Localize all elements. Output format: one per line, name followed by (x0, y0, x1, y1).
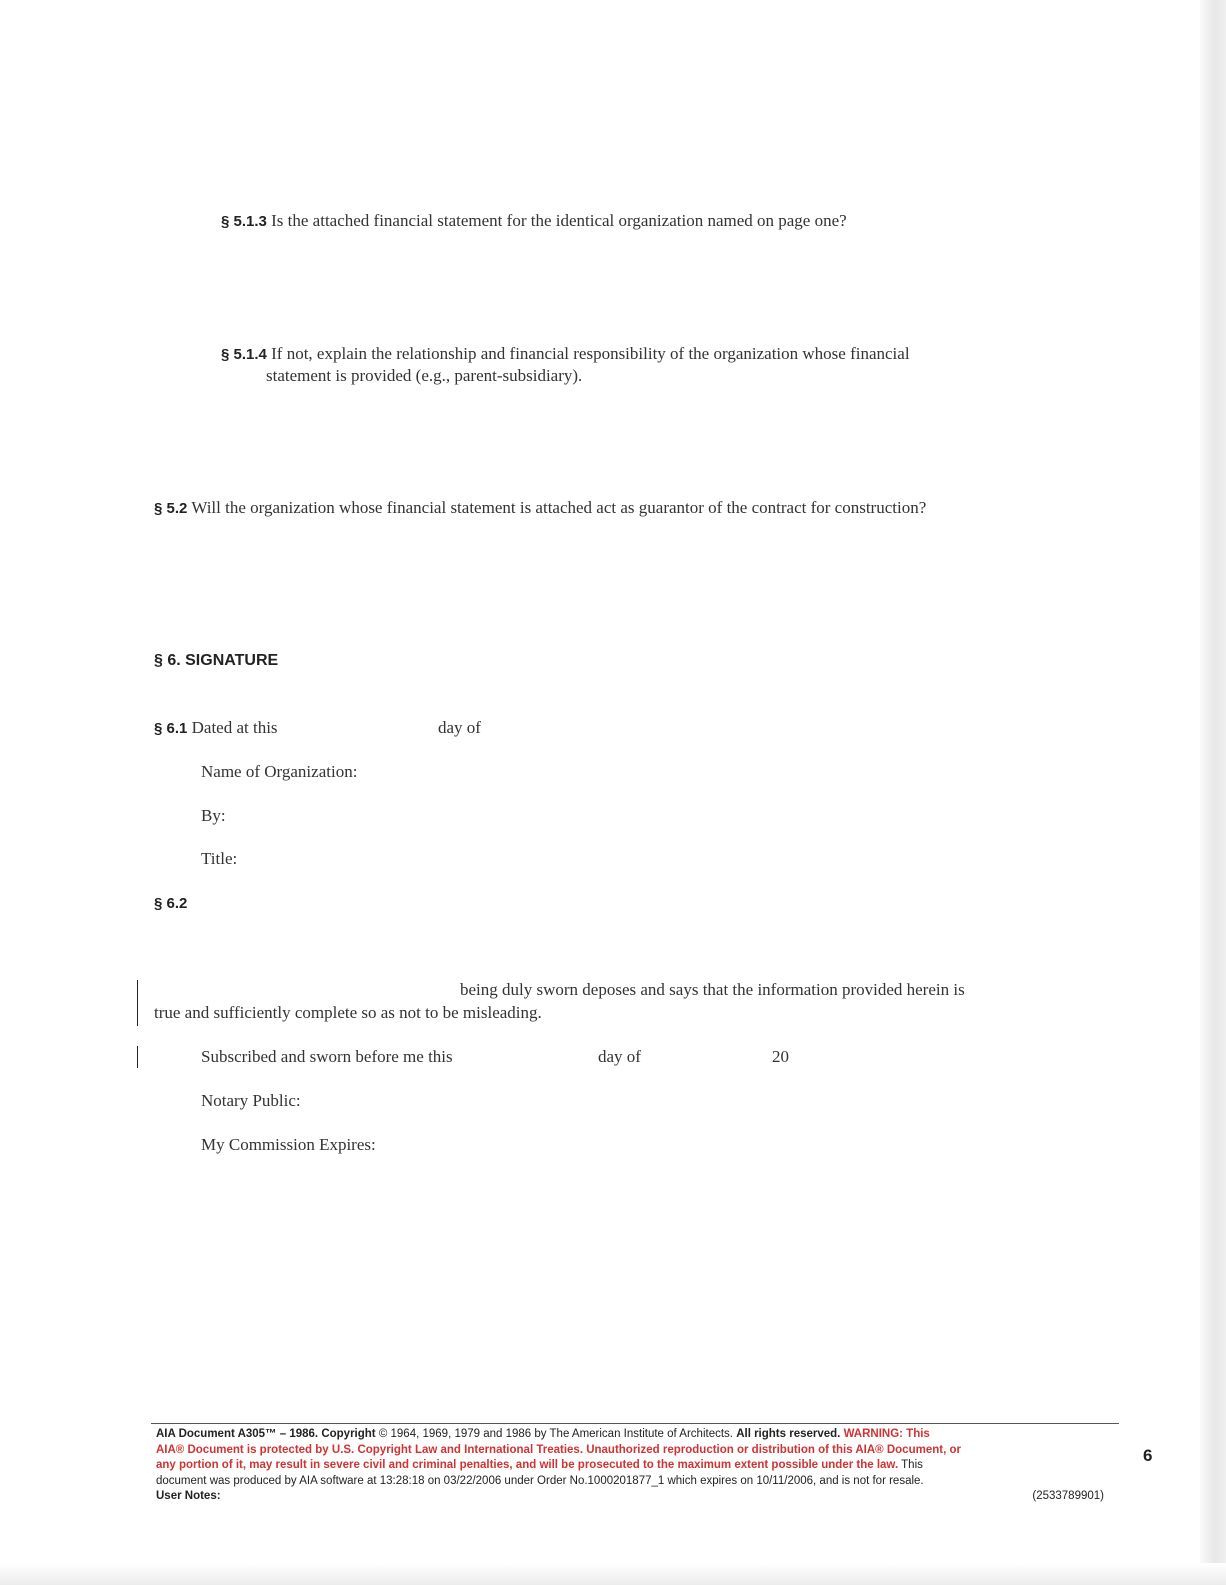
commission-label: My Commission Expires: (201, 1135, 376, 1154)
this-word: This (901, 1459, 923, 1471)
footer-line-5 (156, 1489, 1104, 1505)
warning-line-3: any portion of it, may result in severe civil and criminal penalties, and will be prosecuted to the maximum extent possible under the law. (156, 1459, 899, 1471)
by-label: By: (201, 806, 226, 825)
section-5-1-4 (221, 343, 910, 366)
page-number: 6 (1143, 1446, 1153, 1465)
notary-label: Notary Public: (201, 1091, 301, 1110)
section-6-2-number: § 6.2 (154, 895, 188, 912)
production-note: document was produced by AIA software at 13:28:18 on 03/22/2006 under Order No.1000201877_1 which expires on 10/11/2006, and is not for resale. (156, 1474, 924, 1487)
section-number: § 5.1.3 (221, 213, 267, 230)
dated-label: Dated at this (191, 718, 278, 737)
section-5-2 (154, 497, 926, 520)
day-of-label: day of (438, 718, 481, 737)
footer-line-3 (156, 1458, 1104, 1474)
section-text: Will the organization whose financial statement is attached act as guarantor of the contract for construction? (191, 498, 927, 517)
day-of-label: day of (598, 1047, 641, 1066)
section-number: § 5.2 (154, 500, 188, 517)
section-number: § 5.1.4 (221, 346, 267, 363)
section-text: Is the attached financial statement for the identical organization named on page one? (271, 211, 847, 230)
year-prefix: 20 (772, 1047, 789, 1066)
title-label: Title: (201, 849, 238, 868)
revision-bar (137, 1046, 138, 1068)
section-5-1-3 (221, 210, 847, 233)
warning-line-2: AIA® Document is protected by U.S. Copyright Law and International Treaties. Unauthorized reproduction or distribution of this AIA® Document, or (156, 1443, 961, 1456)
footer-rule (151, 1423, 1119, 1424)
page-edge-shadow (1200, 0, 1226, 1585)
copyright-text: © 1964, 1969, 1979 and 1986 by The American Institute of Architects. (378, 1428, 733, 1440)
document-code: (2533789901) (1032, 1490, 1104, 1502)
footer (156, 1427, 1104, 1505)
subscribed-label: Subscribed and sworn before me this (201, 1047, 453, 1066)
revision-bar (137, 980, 138, 1026)
sworn-statement-line1: being duly sworn deposes and says that the information provided herein is (460, 980, 965, 999)
section-6-1 (154, 717, 278, 740)
organization-label: Name of Organization: (201, 762, 358, 781)
copyright-label: Copyright (321, 1428, 376, 1440)
document-name: AIA Document A305™ – 1986. (156, 1428, 319, 1440)
section-text-line1: If not, explain the relationship and financial responsibility of the organization whose financial (271, 344, 910, 363)
section-6-heading: § 6. SIGNATURE (154, 652, 279, 669)
section-number: § 6.1 (154, 720, 188, 737)
rights-reserved: All rights reserved. (736, 1428, 841, 1440)
warning-text: WARNING: This (843, 1428, 930, 1440)
sworn-statement-line2: true and sufficiently complete so as not to be misleading. (154, 1003, 542, 1022)
user-notes-label: User Notes: (156, 1490, 221, 1502)
section-5-1-4-line2: statement is provided (e.g., parent-subsidiary). (266, 366, 583, 385)
page-bottom-shadow (0, 1563, 1226, 1585)
footer-line-1 (156, 1427, 1104, 1443)
